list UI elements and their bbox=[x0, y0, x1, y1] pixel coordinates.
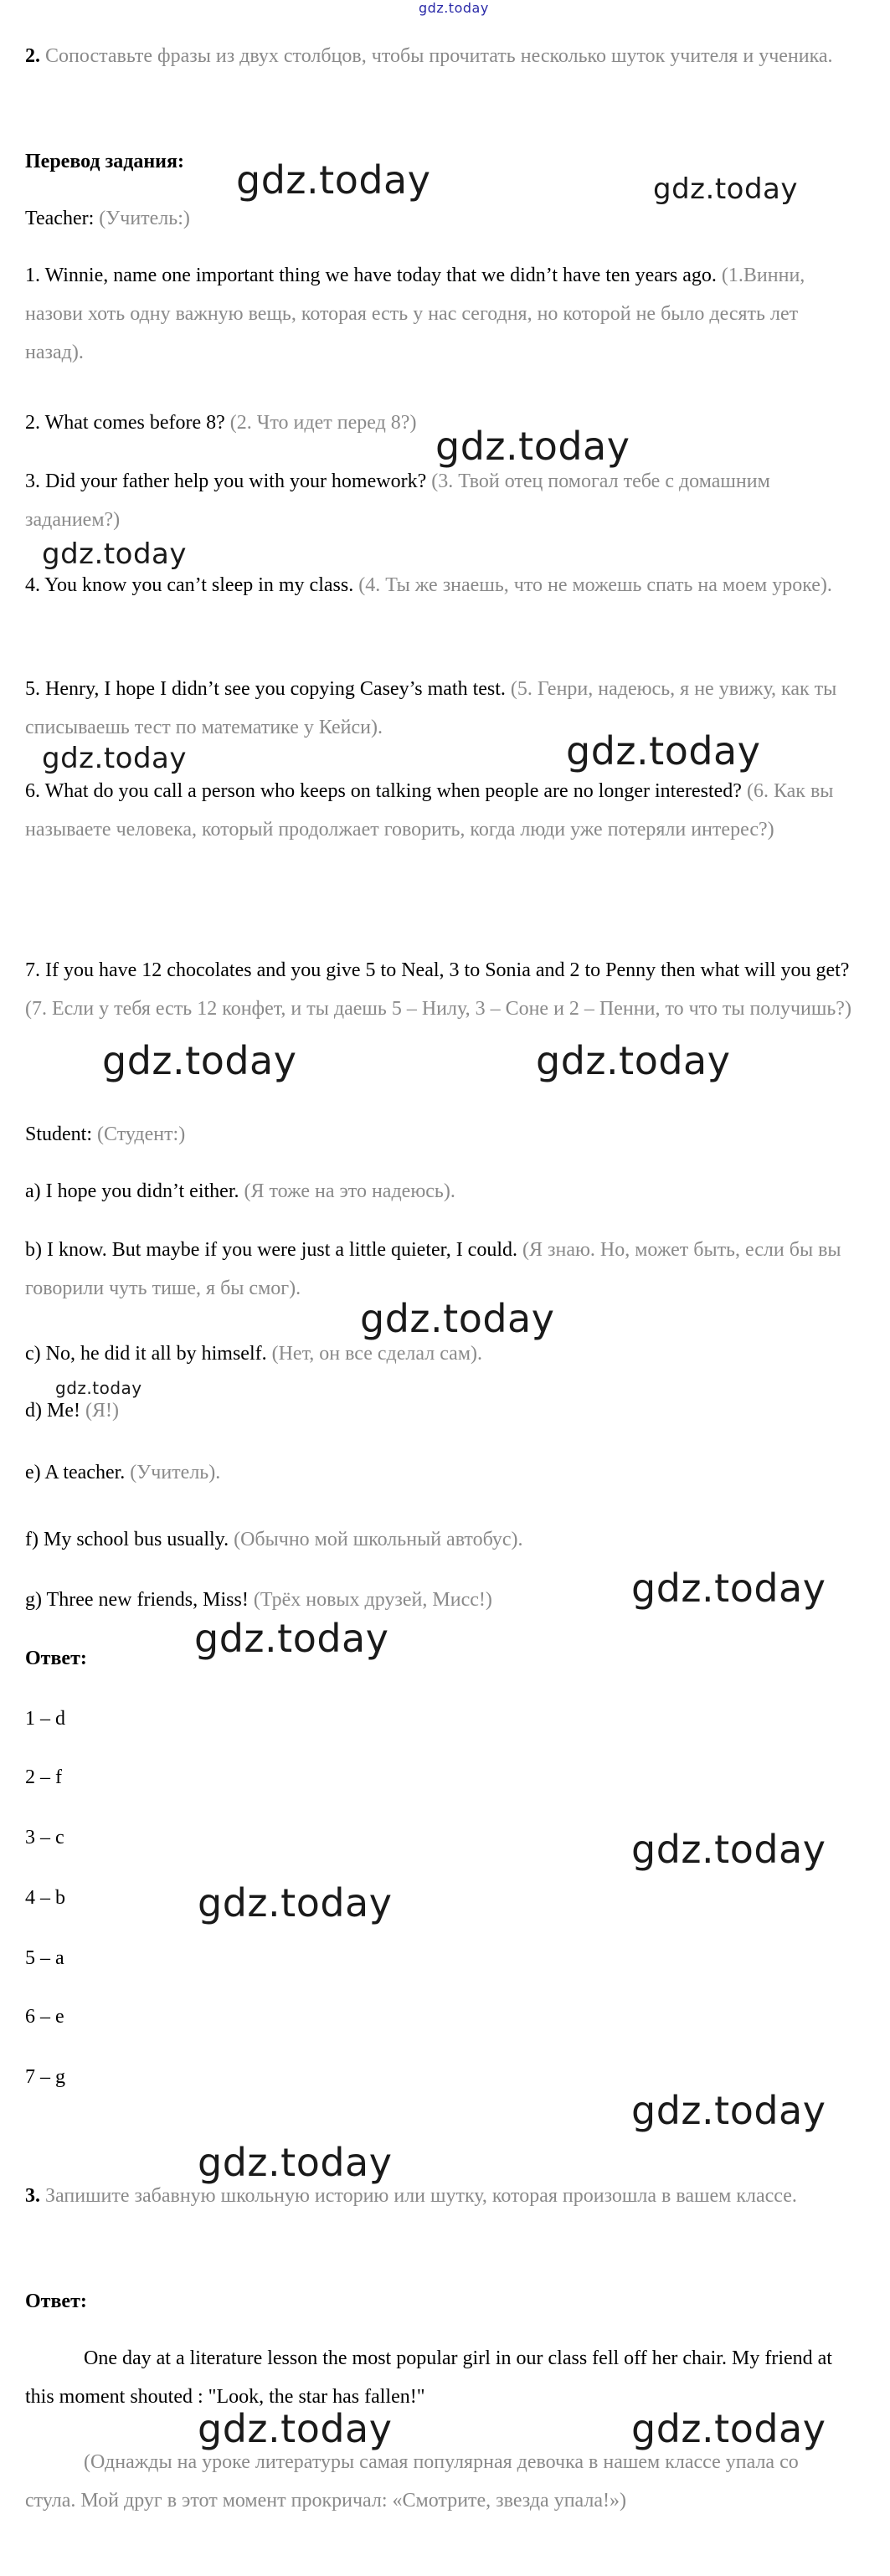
student-item-c: c) No, he did it all by himself. (Нет, он все сделал сам). bbox=[25, 1343, 483, 1365]
watermark: gdz.today bbox=[360, 1296, 555, 1341]
student-item-a: a) I hope you didn’t either. (Я тоже на это надеюсь). bbox=[25, 1180, 455, 1202]
answer-3: 3 – c bbox=[25, 1827, 64, 1848]
teacher-item-4: 4. You know you can’t sleep in my class. (4. Ты же знаешь, что не можешь спать на моем уроке). bbox=[25, 574, 832, 596]
watermark: gdz.today bbox=[198, 2406, 393, 2451]
watermark: gdz.today bbox=[198, 2140, 393, 2185]
watermark: gdz.today bbox=[631, 1827, 826, 1872]
watermark: gdz.today bbox=[55, 1378, 142, 1398]
teacher-item-7: 7. If you have 12 chocolates and you give 5 to Neal, 3 to Sonia and 2 to Penny then what will you get? (7. Если у тебя есть 12 конфет, и ты даешь 5 – Нилу, 3 – Соне и 2 – Пенни, то что ты получишь?) bbox=[25, 959, 851, 1020]
answer-heading: Ответ: bbox=[25, 1648, 87, 1669]
watermark: gdz.today bbox=[435, 424, 630, 469]
student-item-g: g) Three new friends, Miss! (Трёх новых друзей, Мисс!) bbox=[25, 1589, 492, 1611]
watermark: gdz.today bbox=[194, 1616, 389, 1661]
teacher-item-1: 1. Winnie, name one important thing we have today that we didn’t have ten years ago. (1.Винни, назови хоть одну важную вещь, которая есть у нас сегодня, но которой не было десять лет назад). bbox=[25, 265, 805, 363]
watermark: gdz.today bbox=[631, 2088, 826, 2133]
watermark: gdz.today bbox=[198, 1880, 393, 1926]
translation-heading: Перевод задания: bbox=[25, 151, 184, 172]
answer-2: 2 – f bbox=[25, 1766, 62, 1788]
teacher-item-5: 5. Henry, I hope I didn’t see you copying Casey’s math test. (5. Генри, надеюсь, я не увижу, как ты списываешь тест по математике у Кейси). bbox=[25, 678, 837, 738]
watermark: gdz.today bbox=[42, 537, 187, 571]
student-item-b: b) I know. But maybe if you were just a little quieter, I could. (Я знаю. Но, может быть, если бы вы говорили чуть тише, я бы смог). bbox=[25, 1239, 841, 1299]
watermark: gdz.today bbox=[236, 157, 431, 203]
watermark: gdz.today bbox=[653, 172, 798, 206]
task-3 bbox=[25, 2177, 854, 2215]
task-2-number: 2. bbox=[25, 45, 40, 67]
watermark: gdz.today bbox=[536, 1038, 731, 1083]
answer-6: 6 – e bbox=[25, 2006, 64, 2028]
task-2 bbox=[25, 37, 854, 75]
watermark: gdz.today bbox=[631, 1566, 826, 1611]
task-2-text: Сопоставьте фразы из двух столбцов, чтобы прочитать несколько шуток учителя и ученика. bbox=[40, 45, 833, 67]
watermark: gdz.today bbox=[631, 2406, 826, 2451]
answer-1: 1 – d bbox=[25, 1708, 65, 1730]
answer-3-heading: Ответ: bbox=[25, 2291, 87, 2312]
student-item-e: e) A teacher. (Учитель). bbox=[25, 1462, 221, 1483]
watermark-top: gdz.today bbox=[419, 0, 489, 16]
teacher-label: Teacher: (Учитель:) bbox=[25, 208, 190, 229]
watermark: gdz.today bbox=[102, 1038, 297, 1083]
teacher-item-3: 3. Did your father help you with your homework? (3. Твой отец помогал тебе с домашним заданием?) bbox=[25, 470, 770, 531]
story-en: One day at a literature lesson the most popular girl in our class fell off her chair. My friend at this moment shouted : "Look, the star has fallen!" bbox=[25, 2347, 832, 2408]
student-item-f: f) My school bus usually. (Обычно мой школьный автобус). bbox=[25, 1529, 523, 1550]
answer-4: 4 – b bbox=[25, 1887, 65, 1909]
story-ru: (Однажды на уроке литературы самая популярная девочка в нашем классе упала со стула. Мой друг в этот момент прокричал: «Смотрите, звезда упала!») bbox=[25, 2451, 799, 2512]
answer-5: 5 – a bbox=[25, 1947, 64, 1969]
watermark: gdz.today bbox=[42, 742, 187, 775]
teacher-item-2: 2. What comes before 8? (2. Что идет перед 8?) bbox=[25, 412, 417, 434]
answer-7: 7 – g bbox=[25, 2066, 65, 2088]
student-item-d: d) Me! (Я!) bbox=[25, 1400, 119, 1422]
watermark: gdz.today bbox=[566, 728, 761, 774]
task-3-text: Запишите забавную школьную историю или шутку, которая произошла в вашем классе. bbox=[40, 2185, 797, 2207]
student-label: Student: (Студент:) bbox=[25, 1123, 186, 1145]
task-3-number: 3. bbox=[25, 2185, 40, 2207]
teacher-item-6: 6. What do you call a person who keeps on talking when people are no longer interested? (6. Как вы называете человека, который продолжает говорить, когда люди уже потеряли интерес?) bbox=[25, 780, 834, 841]
